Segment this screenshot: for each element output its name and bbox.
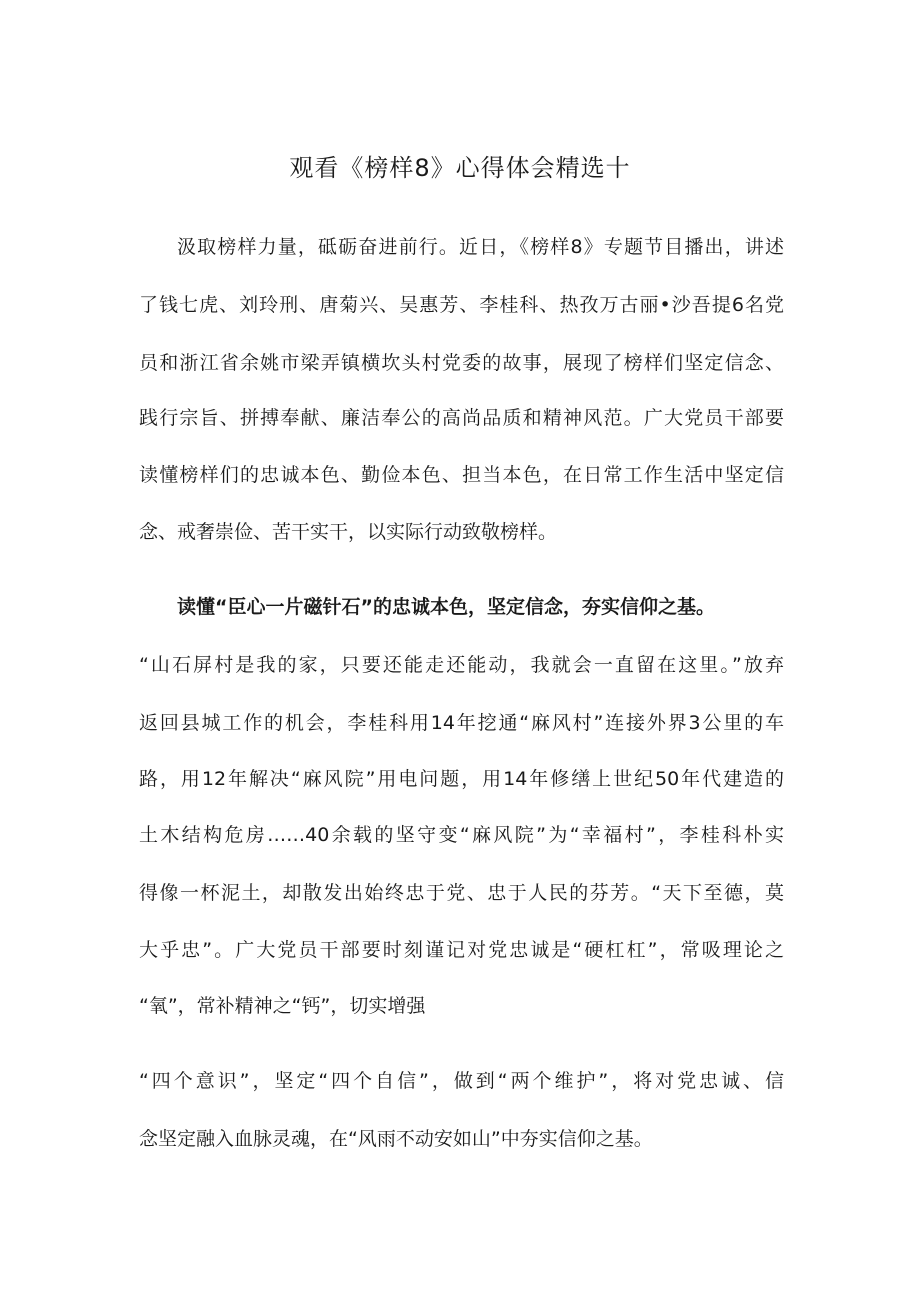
- paragraph-line: 土木结构危房……40余载的坚守变“麻风院”为“幸福村”，李桂科朴实: [139, 824, 784, 846]
- paragraph-line: “山石屏村是我的家，只要还能走还能动，我就会一直留在这里。”放弃: [139, 654, 784, 676]
- paragraph-line: 路，用12年解决“麻风院”用电问题，用14年修缮上世纪50年代建造的: [139, 768, 784, 790]
- document-title: 观看《榜样8》心得体会精选十: [289, 154, 631, 182]
- paragraph-line: 汲取榜样力量，砥砺奋进前行。近日，《榜样8》专题节目播出，讲述: [177, 236, 784, 258]
- paragraph-line: 大乎忠”。广大党员干部要时刻谨记对党忠诚是“硬杠杠”，常吸理论之: [139, 939, 784, 961]
- paragraph-line: 念坚定融入血脉灵魂，在“风雨不动安如山”中夯实信仰之基。: [139, 1128, 653, 1150]
- paragraph-line: 返回县城工作的机会，李桂科用14年挖通“麻风村”连接外界3公里的车: [139, 712, 784, 734]
- paragraph-line: 读懂榜样们的忠诚本色、勤俭本色、担当本色，在日常工作生活中坚定信: [139, 464, 784, 486]
- section-heading: 读懂“臣心一片磁针石”的忠诚本色，坚定信念，夯实信仰之基。: [177, 596, 715, 618]
- paragraph-line: 得像一杯泥土，却散发出始终忠于党、忠于人民的芬芳。“天下至德，莫: [139, 882, 784, 904]
- paragraph-line: “氧”，常补精神之“钙”，切实增强: [139, 995, 426, 1017]
- paragraph-line: 念、戒奢崇俭、苦干实干，以实际行动致敬榜样。: [139, 521, 558, 543]
- paragraph-line: “四个意识”，坚定“四个自信”，做到“两个维护”，将对党忠诚、信: [139, 1070, 784, 1092]
- paragraph-line: 了钱七虎、刘玲刑、唐菊兴、吴惠芳、李桂科、热孜万古丽•沙吾提6名党: [139, 294, 784, 316]
- paragraph-line: 践行宗旨、拼搏奉献、廉洁奉公的高尚品质和精神风范。广大党员干部要: [139, 407, 784, 429]
- paragraph-line: 员和浙江省余姚市梁弄镇横坎头村党委的故事，展现了榜样们坚定信念、: [139, 352, 784, 374]
